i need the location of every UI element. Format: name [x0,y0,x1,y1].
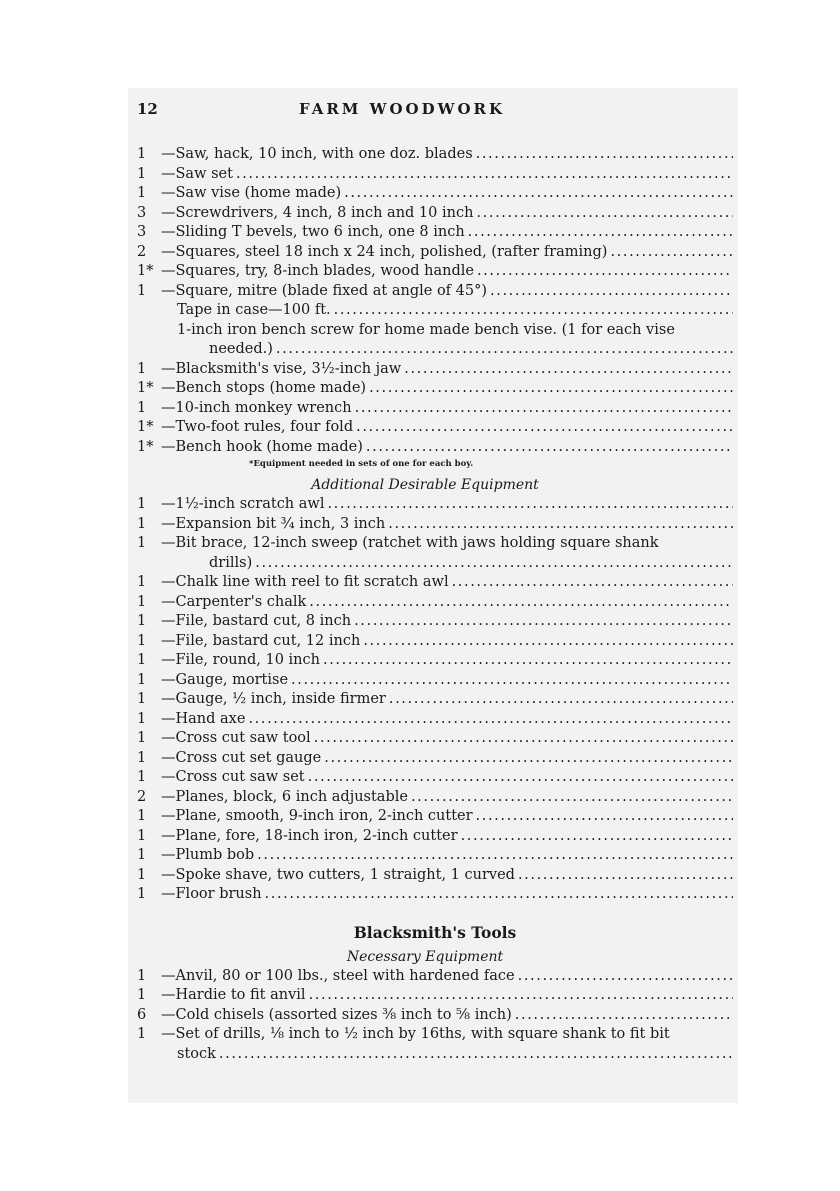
item-description: —Bench hook (home made) [161,438,363,455]
leader-dots [487,282,733,302]
item-description: —Carpenter's chalk [161,593,307,610]
list-item-continuation [137,340,733,360]
item-quantity: 1 [137,574,147,590]
item-quantity: 1 [137,886,147,902]
leader-dots [306,593,733,613]
item-quantity: 1* [137,263,154,279]
item-quantity: 1 [137,515,147,532]
item-description: —File, round, 10 inch [161,652,320,668]
leader-dots [449,573,733,593]
list-item [137,632,733,652]
item-description: —Saw set [161,165,233,182]
item-description: —Two-foot rules, four fold [161,419,354,435]
item-description: —Chalk line with reel to fit scratch awl [161,574,449,590]
list-item [137,1025,733,1045]
item-description: —Squares, try, 8-inch blades, wood handle [161,263,474,279]
item-quantity: 1 [137,866,147,883]
item-description: —Bench stops (home made) [161,380,367,396]
section-title: Blacksmith's Tools [353,922,517,942]
section-spacer [137,905,733,921]
list-item [137,399,733,419]
list-item-continuation [137,554,733,574]
list-item-continuation [137,1045,733,1065]
item-quantity: 1* [137,380,154,396]
item-quantity: 2 [137,243,147,260]
list-item [137,986,733,1006]
item-description: —Screwdrivers, 4 inch, 8 inch and 10 inch [161,204,474,221]
leader-dots [515,967,733,987]
item-description: needed.) [209,341,273,357]
item-quantity: 1 [137,749,147,766]
list-item [137,807,733,827]
leader-dots [262,885,733,905]
item-description: —Squares, steel 18 inch x 24 inch, polished, (rafter framing) [161,243,608,260]
item-description: —Square, mitre (blade fixed at angle of 45°) [161,282,488,299]
list-item [137,379,733,399]
list-item [137,827,733,847]
item-description: —Gauge, ½ inch, inside firmer [161,691,386,707]
list-item [137,573,733,593]
item-quantity: 1 [137,399,147,416]
item-quantity: 1 [137,827,147,844]
list-item [137,612,733,632]
item-description: —File, bastard cut, 12 inch [161,632,361,649]
leader-dots [607,243,733,263]
item-quantity: 1* [137,419,154,435]
list-item [137,438,733,458]
list-item [137,534,733,554]
leader-dots [473,807,733,827]
item-quantity: 1 [137,165,147,182]
list-item [137,967,733,987]
list-item [137,749,733,769]
item-quantity: 1 [137,1026,147,1042]
leader-dots [385,515,733,535]
item-description: —Hardie to fit anvil [161,987,306,1003]
item-quantity: 1 [137,613,147,629]
list-item [137,243,733,263]
item-description: —Gauge, mortise [161,671,289,688]
leader-dots [341,184,733,204]
leader-dots [216,1045,733,1065]
item-quantity: 1 [137,987,147,1003]
item-quantity: 1 [137,632,147,649]
item-quantity: 1 [137,730,147,746]
item-quantity: 6 [137,1006,147,1023]
leader-dots [512,1006,733,1026]
leader-dots [288,671,733,691]
list-item [137,866,733,886]
leader-dots [273,340,733,360]
leader-dots [311,729,733,749]
list-item [137,204,733,224]
item-description: —File, bastard cut, 8 inch [161,613,352,629]
item-description: drills) [209,554,253,571]
page-title: FARM WOODWORK [298,100,506,118]
leader-dots [252,554,733,574]
list-item [137,165,733,185]
list-item [137,768,733,788]
item-quantity: 1 [137,282,147,299]
list-item [137,651,733,671]
leader-dots [245,710,733,730]
item-description: —Cross cut saw tool [161,730,311,746]
leader-dots [351,612,733,632]
item-quantity: 1 [137,360,147,377]
item-description: —Sliding T bevels, two 6 inch, one 8 inch [161,224,465,240]
equipment-list [137,145,733,1064]
leader-dots [408,788,733,808]
item-description: —Bit brace, 12-inch sweep (ratchet with jaws holding square shank [161,535,659,551]
item-description: stock [177,1045,216,1062]
leader-dots [233,165,733,185]
item-description: —Saw, hack, 10 inch, with one doz. blades [161,146,473,162]
leader-dots [515,866,733,886]
item-quantity: 1 [137,185,147,201]
leader-dots [386,690,733,710]
item-description: —Planes, block, 6 inch adjustable [161,788,408,805]
item-quantity: 1 [137,146,147,162]
list-item [137,885,733,905]
item-quantity: 1 [137,847,147,863]
page-number: 12 [137,100,158,118]
item-quantity: 1 [137,691,147,707]
leader-dots [473,204,733,224]
leader-dots [363,438,733,458]
item-quantity: 2 [137,788,147,805]
item-description: —Anvil, 80 or 100 lbs., steel with hardened face [161,967,515,984]
item-description: —Set of drills, ⅛ inch to ½ inch by 16ths, with square shank to fit bit [161,1026,670,1042]
item-quantity: 1 [137,535,147,551]
leader-dots [473,145,733,165]
list-item [137,593,733,613]
list-item [137,321,733,341]
leader-dots [320,651,733,671]
list-item [137,515,733,535]
leader-dots [352,399,733,419]
item-quantity: 1 [137,593,147,610]
list-item [137,1006,733,1026]
list-item [137,360,733,380]
list-item [137,282,733,302]
list-item [137,184,733,204]
item-quantity: 1 [137,808,147,824]
section-subheading: Necessary Equipment [346,948,504,965]
list-item [137,145,733,165]
leader-dots [458,827,733,847]
item-quantity: 1 [137,671,147,688]
item-description: —Spoke shave, two cutters, 1 straight, 1 curved [161,866,515,883]
item-quantity: 1 [137,496,147,512]
list-item [137,495,733,515]
section-subheading: Additional Desirable Equipment [311,477,539,493]
item-quantity: 1 [137,967,147,984]
item-description: —Expansion bit ¾ inch, 3 inch [161,515,386,532]
leader-dots [360,632,733,652]
list-item [137,710,733,730]
leader-dots [331,301,733,321]
list-item [137,690,733,710]
footnote: *Equipment needed in sets of one for each boy. [249,459,474,469]
leader-dots [305,768,733,788]
item-description: —Saw vise (home made) [161,185,342,201]
leader-dots [474,262,733,282]
item-quantity: 1 [137,769,147,785]
item-description: —Floor brush [161,886,262,902]
leader-dots [401,360,733,380]
list-item [137,846,733,866]
item-description: Tape in case—100 ft. [177,302,331,318]
item-description: —Cross cut set gauge [161,749,322,766]
list-item [137,301,733,321]
list-item [137,418,733,438]
item-description: —Plane, smooth, 9-inch iron, 2-inch cutter [161,808,473,824]
item-quantity: 1 [137,710,147,727]
list-item [137,223,733,243]
leader-dots [254,846,733,866]
item-description: —Cross cut saw set [161,769,305,785]
item-description: —Plane, fore, 18-inch iron, 2-inch cutter [161,827,458,844]
item-description: —10-inch monkey wrench [161,399,352,416]
item-quantity: 1* [137,438,154,455]
leader-dots [465,223,733,243]
item-description: —Plumb bob [161,847,255,863]
list-item [137,262,733,282]
item-description: —Hand axe [161,710,246,727]
list-item [137,729,733,749]
item-quantity: 3 [137,204,147,221]
item-description: 1-inch iron bench screw for home made bench vise. (1 for each vise [177,321,675,338]
item-description: —Cold chisels (assorted sizes ⅜ inch to ⅝ inch) [161,1006,512,1023]
item-description: —1½-inch scratch awl [161,496,325,512]
leader-dots [324,495,733,515]
item-quantity: 1 [137,652,147,668]
list-item [137,788,733,808]
item-quantity: 3 [137,224,147,240]
leader-dots [306,986,733,1006]
leader-dots [366,379,733,399]
list-item [137,671,733,691]
leader-dots [353,418,733,438]
leader-dots [321,749,733,769]
item-description: —Blacksmith's vise, 3½-inch jaw [161,360,402,377]
